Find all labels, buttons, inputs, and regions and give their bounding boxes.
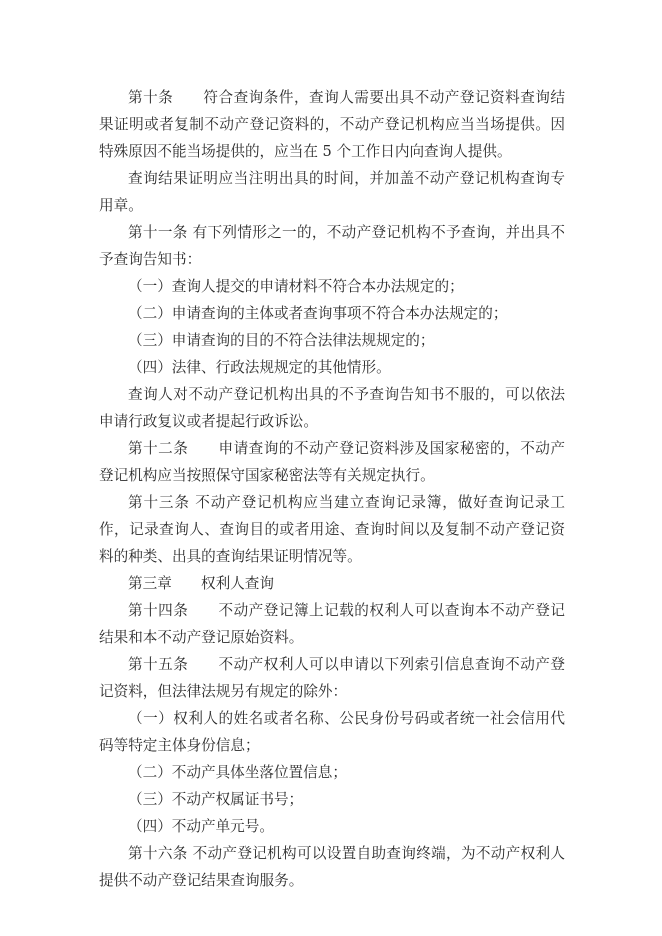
article-13: 第十三条 不动产登记机构应当建立查询记录簿，做好查询记录工作，记录查询人、查询目的或者用途、查询时间以及复制不动产登记资料的种类、出具的查询结果证明情况等。 [99, 494, 565, 565]
article-15: 第十五条 不动产权利人可以申请以下列索引信息查询不动产登记资料，但法律法规另有规定的除外： [99, 656, 565, 700]
document-page [99, 84, 565, 894]
article-10: 第十条 符合查询条件，查询人需要出具不动产登记资料查询结果证明或者复制不动产登记资料的，不动产登记机构应当当场提供。因特殊原因不能当场提供的，应当在 5 个工作日内向查询人提供。 [99, 89, 565, 160]
article-14: 第十四条 不动产登记簿上记载的权利人可以查询本不动产登记结果和本不动产登记原始资料。 [99, 602, 565, 646]
list-item: （三）不动产权属证书号； [128, 791, 304, 808]
article-12: 第十二条 申请查询的不动产登记资料涉及国家秘密的，不动产登记机构应当按照保守国家秘密法等有关规定执行。 [99, 440, 565, 484]
list-item: （二）申请查询的主体或者查询事项不符合本办法规定的； [128, 305, 508, 322]
article-11: 第十一条 有下列情形之一的，不动产登记机构不予查询，并出具不予查询告知书： [99, 224, 565, 268]
list-item: （一）查询人提交的申请材料不符合本办法规定的； [128, 278, 464, 295]
chapter-3-heading: 第三章 权利人查询 [128, 575, 274, 592]
paragraph-query-certificate: 查询结果证明应当注明出具的时间，并加盖不动产登记机构查询专用章。 [99, 170, 565, 214]
list-item: （一）权利人的姓名或者名称、公民身份号码或者统一社会信用代码等特定主体身份信息； [99, 710, 565, 754]
article-16: 第十六条 不动产登记机构可以设置自助查询终端，为不动产权利人提供不动产登记结果查询服务。 [99, 845, 565, 889]
list-item: （三）申请查询的目的不符合法律法规规定的； [128, 332, 435, 349]
list-item: （四）不动产单元号。 [128, 818, 274, 835]
list-item: （二）不动产具体坐落位置信息； [128, 764, 347, 781]
paragraph-appeal: 查询人对不动产登记机构出具的不予查询告知书不服的，可以依法申请行政复议或者提起行政诉讼。 [99, 386, 565, 430]
list-item: （四）法律、行政法规规定的其他情形。 [128, 359, 391, 376]
